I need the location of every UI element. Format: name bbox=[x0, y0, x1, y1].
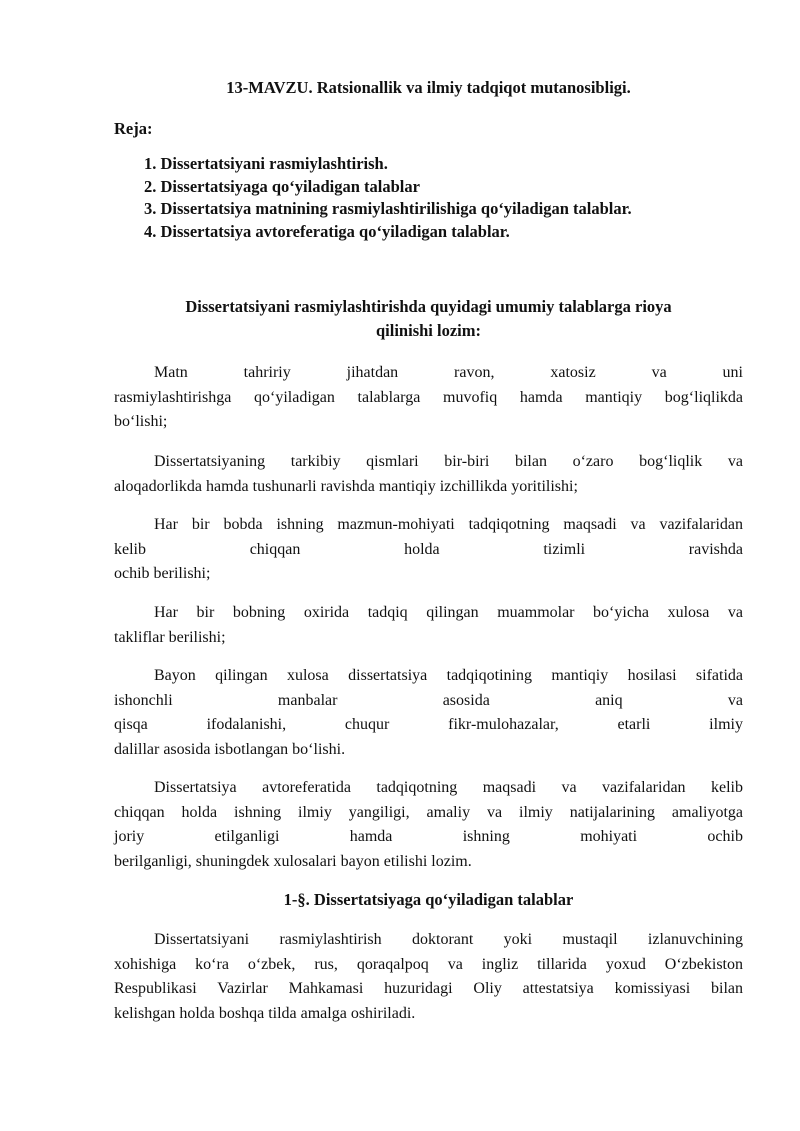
word: aniq bbox=[595, 691, 623, 709]
word: etilganligi bbox=[214, 828, 280, 845]
paragraph-line: Dissertatsiyani rasmiylashtirish doktorant yoki mustaqil izlanuvchining bbox=[154, 931, 743, 948]
section-heading-line: qilinishi lozim: bbox=[376, 321, 481, 340]
word: qisqa bbox=[114, 716, 148, 733]
paragraph-line: kelishgan holda boshqa tilda amalga oshiriladi. bbox=[114, 1004, 416, 1022]
paragraph-line: ochib berilishi; bbox=[114, 565, 211, 582]
word: ifodalanishi, bbox=[206, 716, 287, 733]
paragraph bbox=[114, 513, 743, 587]
paragraph-line bbox=[114, 825, 743, 850]
word: hamda bbox=[349, 828, 393, 845]
word: xatosiz bbox=[550, 364, 596, 381]
word: holda bbox=[404, 540, 440, 558]
paragraph-line: aloqadorlikda hamda tushunarli ravishda mantiqiy izchillikda yoritilishi; bbox=[114, 477, 578, 495]
paragraph bbox=[114, 664, 743, 762]
word: asosida bbox=[442, 691, 490, 709]
paragraph-line: Dissertatsiyaning tarkibiy qismlari bir-biri bilan o‘zaro bog‘liqlik va bbox=[154, 453, 743, 470]
plan-item: 4. Dissertatsiya avtoreferatiga qo‘yiladigan talablar. bbox=[144, 221, 510, 241]
word: chiqqan bbox=[249, 540, 301, 558]
word: fikr-mulohazalar, bbox=[448, 716, 559, 733]
paragraph-line: dalillar asosida isbotlangan bo‘lishi. bbox=[114, 740, 346, 758]
paragraph-line: takliflar berilishi; bbox=[114, 628, 226, 646]
plan-item: 2. Dissertatsiyaga qo‘yiladigan talablar bbox=[144, 176, 420, 196]
section-heading-1: 1-§. Dissertatsiyaga qo‘yiladigan talablar bbox=[283, 890, 574, 909]
paragraph-line: Respublikasi Vazirlar Mahkamasi huzuridagi Oliy attestatsiya komissiyasi bilan bbox=[114, 980, 743, 997]
paragraph-line: chiqqan holda ishning ilmiy yangiligi, amaliy va ilmiy natijalarining amaliyotga bbox=[114, 803, 743, 821]
paragraph bbox=[114, 776, 743, 874]
paragraph-line bbox=[114, 538, 743, 563]
plan-item: 3. Dissertatsiya matnining rasmiylashtirilishiga qo‘yiladigan talablar. bbox=[144, 199, 632, 218]
word: Matn bbox=[154, 364, 188, 381]
word: ishonchli bbox=[114, 691, 173, 709]
paragraph-line: Har bir bobning oxirida tadqiq qilingan muammolar bo‘yicha xulosa va bbox=[154, 604, 743, 621]
paragraph-line: Har bir bobda ishning mazmun-mohiyati tadqiqotning maqsadi va vazifalaridan bbox=[154, 516, 743, 533]
word: tizimli bbox=[543, 540, 586, 558]
word: ochib bbox=[707, 828, 743, 845]
word: tahririy bbox=[243, 364, 291, 381]
paragraph-line: xohishiga ko‘ra o‘zbek, rus, qoraqalpoq va ingliz tillarida yoxud O‘zbekiston bbox=[114, 955, 743, 973]
word: uni bbox=[722, 364, 743, 381]
word: jihatdan bbox=[346, 364, 399, 381]
word: joriy bbox=[114, 828, 145, 845]
word: ravon, bbox=[454, 364, 495, 381]
word: etarli bbox=[617, 716, 651, 733]
plan-list bbox=[144, 153, 632, 243]
section-heading-requirements bbox=[114, 295, 743, 343]
paragraph-line: Bayon qilingan xulosa dissertatsiya tadqiqotining mantiqiy hosilasi sifatida bbox=[154, 667, 743, 684]
paragraph-line bbox=[114, 689, 743, 714]
paragraph bbox=[114, 928, 743, 1026]
paragraph-line bbox=[114, 713, 743, 738]
paragraph bbox=[114, 601, 743, 650]
word: ishning bbox=[462, 828, 510, 845]
paragraph-line: berilganligi, shuningdek xulosalari bayon etilishi lozim. bbox=[114, 852, 472, 870]
word: chuqur bbox=[344, 716, 390, 733]
plan-item: 1. Dissertatsiyani rasmiylashtirish. bbox=[144, 154, 388, 173]
paragraph-line: bo‘lishi; bbox=[114, 413, 168, 430]
section-heading-line: Dissertatsiyani rasmiylashtirishda quyidagi umumiy talablarga rioya bbox=[185, 297, 672, 316]
paragraph bbox=[114, 450, 743, 499]
paragraph-line bbox=[114, 361, 743, 386]
word: mohiyati bbox=[580, 828, 638, 845]
word: kelib bbox=[114, 540, 146, 558]
plan-label: Reja: bbox=[114, 119, 153, 138]
paragraph-line: rasmiylashtirishga qo‘yiladigan talablarga muvofiq hamda mantiqiy bog‘liqlikda bbox=[114, 388, 743, 406]
word: va bbox=[651, 364, 667, 381]
word: ilmiy bbox=[709, 716, 743, 733]
paragraph-line: Dissertatsiya avtoreferatida tadqiqotning maqsadi va vazifalaridan kelib bbox=[154, 779, 743, 796]
word: va bbox=[727, 691, 743, 709]
page-title: 13-MAVZU. Ratsionallik va ilmiy tadqiqot mutanosibligi. bbox=[226, 78, 631, 97]
paragraph bbox=[114, 361, 743, 435]
word: manbalar bbox=[277, 691, 338, 709]
word: ravishda bbox=[688, 540, 743, 558]
